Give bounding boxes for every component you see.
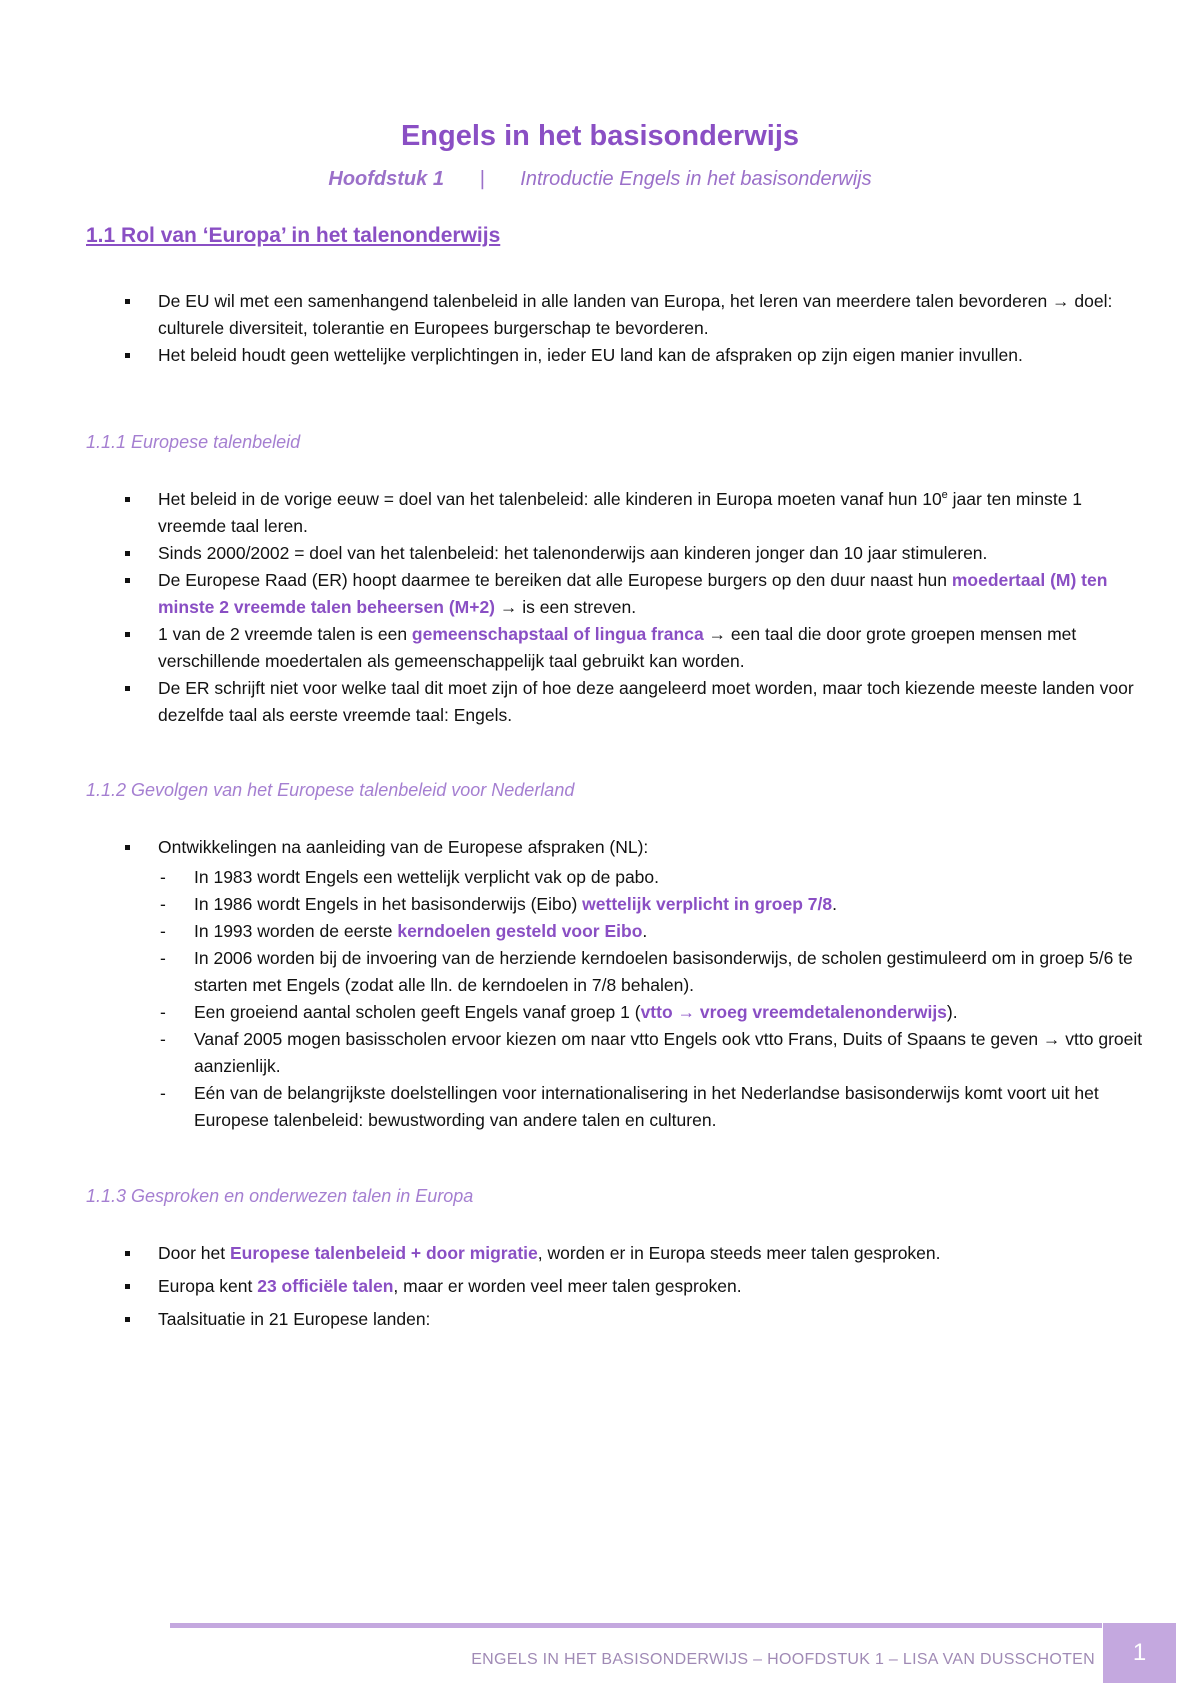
- chapter-title: Introductie Engels in het basisonderwijs: [520, 168, 872, 190]
- list-item-text: Ontwikkelingen na aanleiding van de Europese afspraken (NL):: [158, 837, 649, 857]
- list-item-text: , worden er in Europa steeds meer talen gesproken.: [537, 1243, 941, 1263]
- highlight-text: vtto → vroeg vreemdetalenonderwijs: [640, 1002, 947, 1022]
- list-item-text: Een groeiend aantal scholen geeft Engels vanaf groep 1 (: [194, 1002, 641, 1022]
- section-heading-1-1-3: 1.1.3 Gesproken en onderwezen talen in Europa: [86, 1186, 474, 1206]
- dash-list-1-1-2: [0, 864, 1200, 1134]
- superscript: e: [941, 489, 948, 502]
- list-item-text: → een taal die door grote groepen mensen met verschillende moedertalen als gemeenschappelijk taal gebruikt kan worden.: [158, 624, 1077, 671]
- footer-divider: [170, 1623, 1102, 1628]
- list-item-text: Het beleid houdt geen wettelijke verplichtingen in, ieder EU land kan de afspraken op zijn eigen manier invullen.: [158, 345, 1023, 365]
- section-heading-1-1-1: 1.1.1 Europese talenbeleid: [86, 432, 301, 452]
- list-item: [158, 834, 1148, 861]
- list-item-text: Het beleid in de vorige eeuw = doel van het talenbeleid: alle kinderen in Europa moeten vanaf hun 10: [158, 489, 942, 509]
- section-heading-1-1: 1.1 Rol van ‘Europa’ in het talenonderwijs: [86, 224, 501, 247]
- highlight-text: kerndoelen gesteld voor Eibo: [397, 921, 643, 941]
- list-item: [158, 621, 1148, 675]
- list-item-text: In 1983 wordt Engels een wettelijk verplicht vak op de pabo.: [194, 867, 660, 887]
- page-number: 1: [1103, 1623, 1176, 1683]
- list-item: [158, 1240, 1148, 1267]
- list-item: [158, 540, 1148, 567]
- list-item-text: Europa kent: [158, 1276, 258, 1296]
- list-item: [194, 891, 1154, 918]
- list-item-text: Eén van de belangrijkste doelstellingen voor internationalisering in het Nederlandse basisonderwijs komt voort uit het Europese talenbeleid: bewustwording van andere talen en culturen.: [194, 1083, 1099, 1130]
- list-item-text: jaar ten minste 1 vreemde taal leren.: [158, 489, 1083, 536]
- list-item: [158, 486, 1148, 540]
- list-item-text: De ER schrijft niet voor welke taal dit moet zijn of hoe deze aangeleerd moet worden, maar toch kiezende meeste landen voor dezelfde taal als eerste vreemde taal: Engels.: [158, 678, 1134, 725]
- list-item: [158, 567, 1148, 621]
- list-item-text: De EU wil met een samenhangend talenbeleid in alle landen van Europa, het leren van meerdere talen bevorderen → doel: culturele diversiteit, tolerantie en Europees burgerschap te bevorderen.: [158, 291, 1113, 338]
- list-item-text: Door het: [158, 1243, 230, 1263]
- section-heading-1-1-2: 1.1.2 Gevolgen van het Europese talenbeleid voor Nederland: [86, 780, 575, 800]
- list-item-text: .: [642, 921, 648, 941]
- list-item-text: → is een streven.: [495, 597, 637, 617]
- highlight-text: wettelijk verplicht in groep 7/8: [582, 894, 833, 914]
- highlight-text: moedertaal (M) ten minste 2 vreemde talen beheersen (M+2): [158, 570, 1108, 617]
- list-item: [194, 918, 1154, 945]
- list-item-text: , maar er worden veel meer talen gesproken.: [393, 1276, 742, 1296]
- list-item-text: Sinds 2000/2002 = doel van het talenbeleid: het talenonderwijs aan kinderen jonger dan 10 jaar stimuleren.: [158, 543, 988, 563]
- list-item: [158, 1306, 1148, 1333]
- highlight-text: 23 officiële talen: [257, 1276, 394, 1296]
- list-item: [158, 342, 1148, 369]
- bullet-list-1-1-1: [0, 486, 1200, 729]
- list-item-text: Vanaf 2005 mogen basisscholen ervoor kiezen om naar vtto Engels ook vtto Frans, Duits of Spaans te geven → vtto groeit aanzienlijk.: [194, 1029, 1143, 1076]
- footer-running-title: ENGELS IN HET BASISONDERWIJS – HOOFDSTUK 1 – LISA VAN DUSSCHOTEN: [471, 1651, 1095, 1668]
- document-title: Engels in het basisonderwijs: [400, 120, 800, 152]
- highlight-text: gemeenschapstaal of lingua franca: [411, 624, 704, 644]
- list-item-text: In 2006 worden bij de invoering van de herziende kerndoelen basisonderwijs, de scholen gestimuleerd om in groep 5/6 te starten met Engels (zodat alle lln. de kerndoelen in 7/8 behalen).: [194, 948, 1133, 995]
- list-item: [194, 1080, 1154, 1134]
- list-item-text: .: [832, 894, 837, 914]
- list-item-text: Taalsituatie in 21 Europese landen:: [158, 1309, 431, 1329]
- list-item: [158, 288, 1148, 342]
- bullet-list-1-1: [0, 288, 1200, 369]
- list-item: [194, 945, 1154, 999]
- document-subtitle: [0, 168, 1200, 191]
- list-item: [194, 1026, 1154, 1080]
- highlight-text: Europese talenbeleid + door migratie: [229, 1243, 538, 1263]
- list-item: [158, 1273, 1148, 1300]
- chapter-label: Hoofdstuk 1: [328, 168, 444, 190]
- list-item-text: De Europese Raad (ER) hoopt daarmee te bereiken dat alle Europese burgers op den duur naast hun: [158, 570, 952, 590]
- subtitle-separator: |: [479, 168, 485, 190]
- list-item: [158, 675, 1148, 729]
- bullet-list-1-1-2: [0, 834, 1200, 861]
- list-item-text: 1 van de 2 vreemde talen is een: [158, 624, 412, 644]
- list-item-text: ).: [946, 1002, 958, 1022]
- list-item-text: In 1986 wordt Engels in het basisonderwijs (Eibo): [194, 894, 583, 914]
- list-item-text: In 1993 worden de eerste: [194, 921, 398, 941]
- list-item: [194, 864, 1154, 891]
- bullet-list-1-1-3: [0, 1240, 1200, 1333]
- list-item: [194, 999, 1154, 1026]
